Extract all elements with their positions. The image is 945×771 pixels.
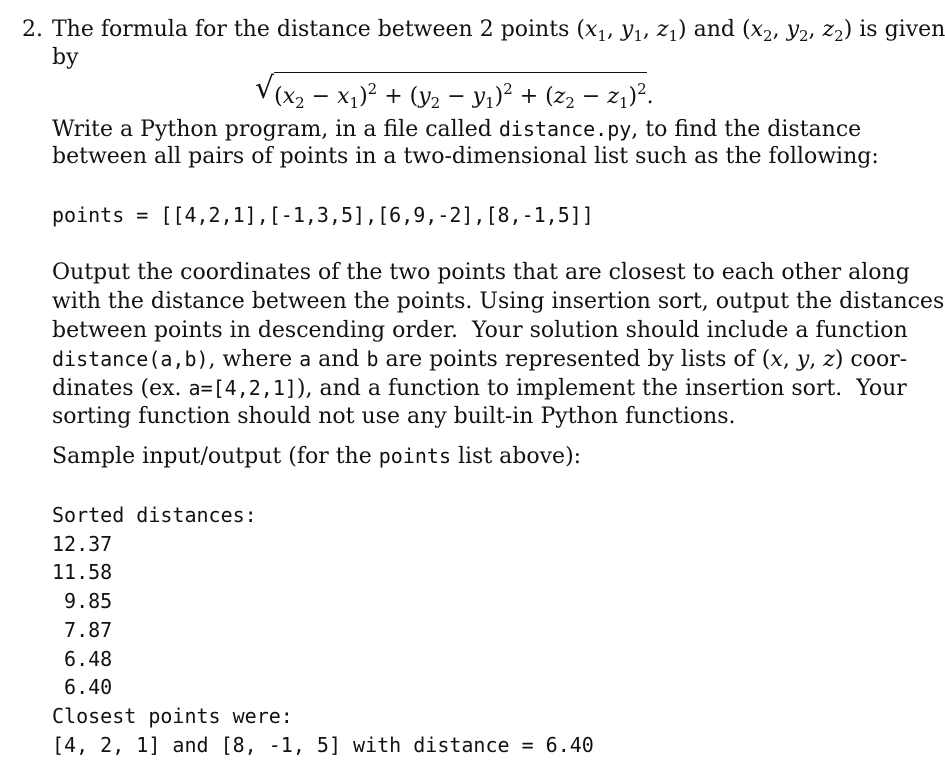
- para2-line-2: with the distance between the points. Using insertion sort, output the distances: [52, 289, 945, 314]
- intro-line-1: The formula for the distance between 2 points ($x_1$, $y_1$, $z_1$) and ($x_2$, $y_2$, $z_2$) is given: [52, 17, 945, 45]
- distance-item: 12.37: [52, 532, 113, 556]
- formula-period: .: [646, 84, 654, 109]
- example-code: a=[4,2,1]: [188, 376, 297, 400]
- para2-line-1: Output the coordinates of the two points that are closest to each other along: [52, 260, 910, 285]
- distance-item: 11.58: [52, 560, 113, 584]
- distance-item: 6.40: [52, 675, 113, 699]
- para1-line-2: between all pairs of points in a two-dimensional list such as the following:: [52, 144, 879, 169]
- para2-line-4: distance(a,b), where a and b are points represented by lists of (x, y, z) coor-: [52, 347, 908, 372]
- points-code: points = [[4,2,1],[-1,3,5],[6,9,-2],[8,-1,5]]: [52, 203, 594, 227]
- closest-label: Closest points were:: [52, 704, 293, 728]
- para2-line-5: dinates (ex. a=[4,2,1]), and a function to implement the insertion sort. Your: [52, 376, 907, 401]
- problem-number: 2.: [22, 17, 43, 42]
- distance-func-code: distance(a,b): [52, 347, 209, 371]
- distance-formula: [255, 72, 654, 110]
- distance-item: 9.85: [52, 589, 113, 613]
- square-root: $√(x_2 - x_1)^2 + (y_2 - y_1)^2 + (z_2 - z_1)^2$: [255, 72, 647, 118]
- para2-line-6: sorting function should not use any built-in Python functions.: [52, 404, 736, 429]
- distance-item: 7.87: [52, 618, 113, 642]
- distance-item: 6.48: [52, 647, 113, 671]
- closest-line: [4, 2, 1] and [8, -1, 5] with distance = 6.40: [52, 733, 594, 757]
- intro-text: The formula for the distance between 2 points: [52, 17, 577, 42]
- para1-line-1: Write a Python program, in a file called distance.py, to find the distance: [52, 117, 862, 142]
- output-header: Sorted distances:: [52, 503, 257, 527]
- filename-code: distance.py: [498, 117, 632, 141]
- and-text: and: [686, 17, 742, 42]
- intro-line-2: by: [52, 45, 79, 70]
- is-given-text: is given: [852, 17, 945, 42]
- para2-line-3: between points in descending order. Your solution should include a function: [52, 318, 908, 343]
- sample-heading: Sample input/output (for the points list above):: [52, 444, 582, 469]
